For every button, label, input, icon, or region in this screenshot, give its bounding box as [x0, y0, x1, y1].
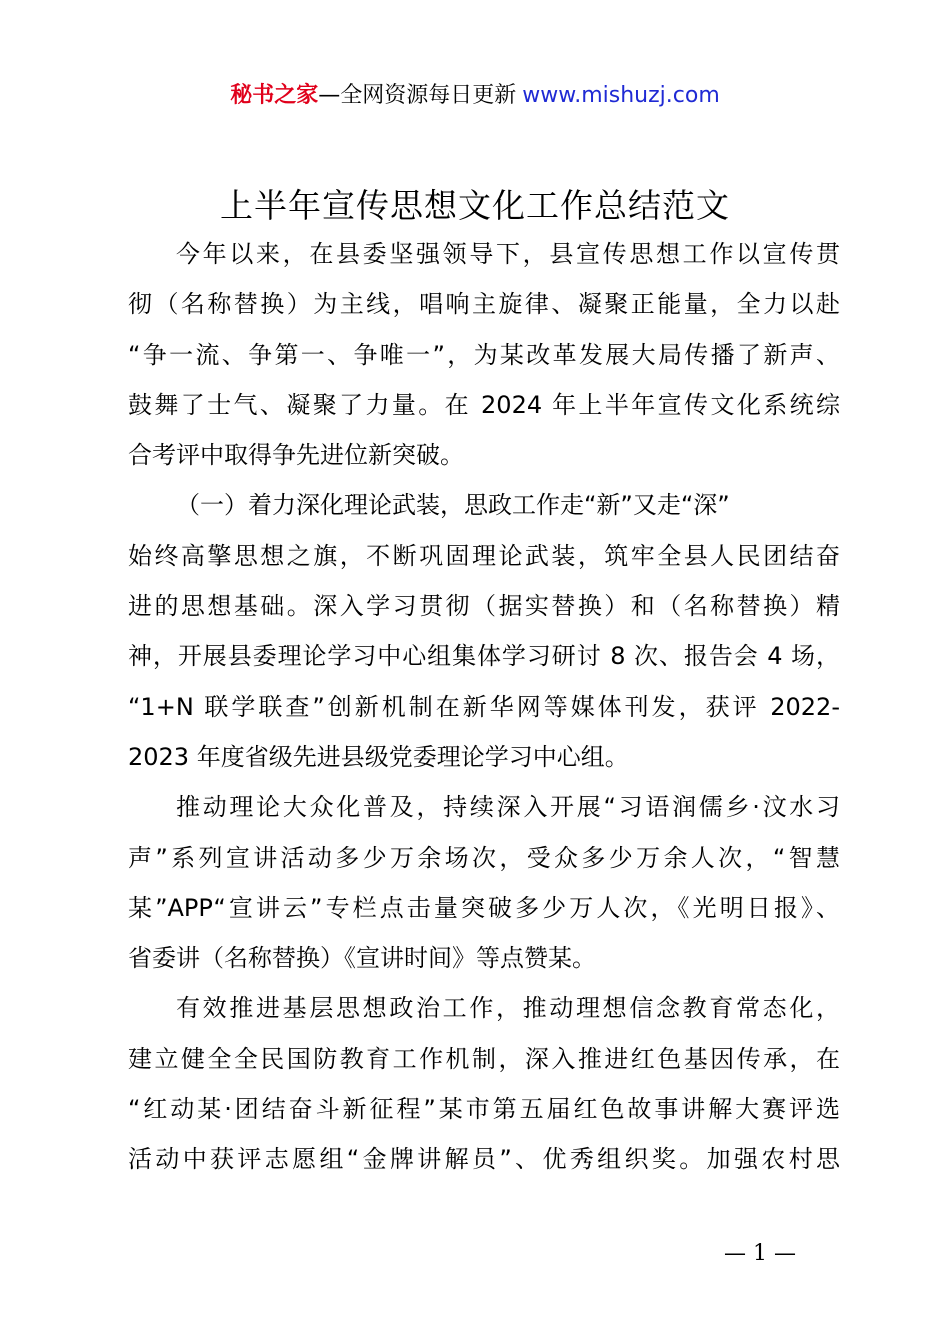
paragraph-line: 有效推进基层思想政治工作，推动理想信念教育常态化， — [176, 994, 840, 1023]
section-heading: （一）着力深化理论武装，思政工作走“新”又走“深” — [176, 491, 730, 520]
brand-name: 秘书之家 — [230, 83, 319, 108]
paragraph-line: 2023 年度省级先进县级党委理论学习中心组。 — [128, 742, 629, 771]
paragraph-line: 推动理论大众化普及，持续深入开展“习语润儒乡·汶水习 — [176, 793, 840, 822]
header-tagline: —全网资源每日更新 — [318, 83, 517, 108]
paragraph-line: “1+N 联学联查”创新机制在新华网等媒体刊发，获评 2022- — [128, 692, 840, 721]
document-body — [128, 229, 840, 1185]
paragraph-line: 声”系列宣讲活动多少万余场次，受众多少万余人次，“智慧 — [128, 843, 840, 872]
paragraph-line: 始终高擎思想之旗，不断巩固理论武装，筑牢全县人民团结奋 — [128, 541, 840, 570]
page-number: — 1 — — [724, 1241, 796, 1266]
paragraph-line: “争一流、争第一、争唯一”，为某改革发展大局传播了新声、 — [128, 340, 840, 369]
paragraph-line: 神，开展县委理论学习中心组集体学习研讨 8 次、报告会 4 场， — [128, 642, 840, 671]
paragraph-line: 省委讲（名称替换）《宣讲时间》等点赞某。 — [128, 944, 596, 973]
paragraph-line: 某”APP“宣讲云”专栏点击量突破多少万人次，《光明日报》、 — [128, 893, 840, 922]
paragraph-line: 鼓舞了士气、凝聚了力量。在 2024 年上半年宣传文化系统综 — [128, 390, 840, 419]
paragraph-line: 彻（名称替换）为主线，唱响主旋律、凝聚正能量，全力以赴 — [128, 290, 840, 319]
document-title: 上半年宣传思想文化工作总结范文 — [220, 186, 730, 225]
paragraph-line: “红动某·团结奋斗新征程”某市第五届红色故事讲解大赛评选 — [128, 1095, 840, 1124]
paragraph-line: 活动中获评志愿组“金牌讲解员”、优秀组织奖。加强农村思 — [128, 1145, 840, 1174]
paragraph-line: 进的思想基础。深入学习贯彻（据实替换）和（名称替换）精 — [128, 592, 840, 621]
paragraph-line: 今年以来，在县委坚强领导下，县宣传思想工作以宣传贯 — [176, 240, 840, 268]
paragraph-line: 建立健全全民国防教育工作机制，深入推进红色基因传承，在 — [128, 1044, 840, 1073]
paragraph-line: 合考评中取得争先进位新突破。 — [128, 441, 464, 470]
site-url[interactable]: www.mishuzj.com — [522, 83, 720, 108]
site-header — [0, 80, 950, 112]
